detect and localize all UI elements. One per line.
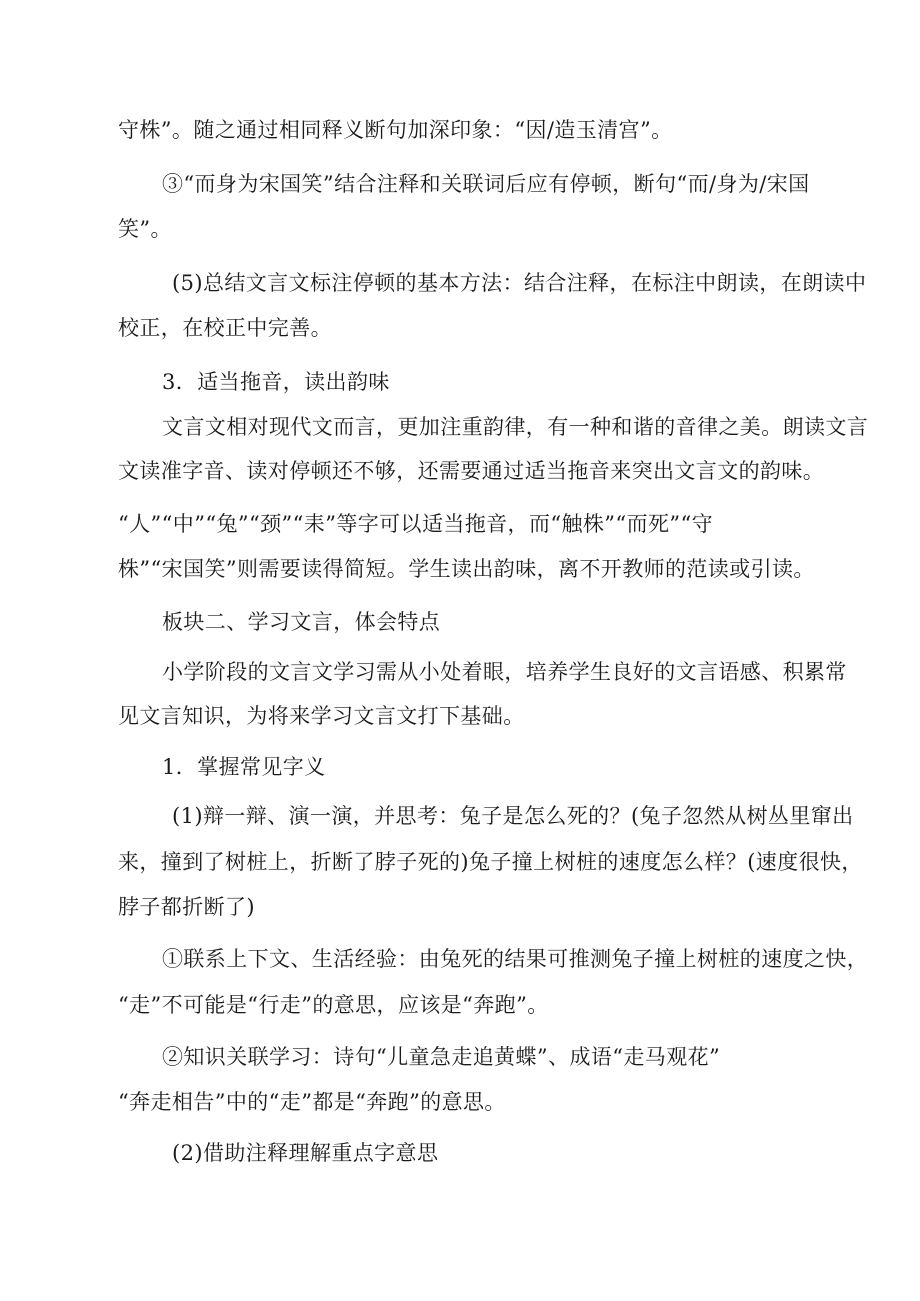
- text-line: “人”“中”“兔”“颈”“耒”等字可以适当拖音，而“触株”“而死”“守: [118, 512, 714, 536]
- section-heading: 1．掌握常见字义: [162, 755, 326, 779]
- text-line: 脖子都折断了): [118, 895, 255, 919]
- text-line: 文言文相对现代文而言，更加注重韵律，有一种和谐的音律之美。朗读文言: [162, 415, 869, 439]
- text-line: 来，撞到了树桩上，折断了脖子死的)兔子撞上树桩的速度怎么样？(速度很快，: [118, 850, 863, 874]
- text-line: “奔走相告”中的“走”都是“奔跑”的意思。: [118, 1090, 506, 1114]
- text-line: ①联系上下文、生活经验：由兔死的结果可推测兔子撞上树桩的速度之快，: [162, 947, 869, 971]
- text-line: (2)借助注释理解重点字意思: [172, 1141, 439, 1165]
- text-line: 守株”。随之通过相同释义断句加深印象：“因/造玉清宫”。: [118, 118, 673, 142]
- text-line: (1)辩一辩、演一演，并思考：兔子是怎么死的？(兔子忽然从树丛里窜出: [172, 804, 854, 828]
- text-line: 校正，在校正中完善。: [118, 316, 332, 340]
- text-line: 小学阶段的文言文学习需从小处着眼，培养学生良好的文言语感、积累常: [162, 660, 847, 684]
- text-line: 株”“宋国笑”则需要读得简短。学生读出韵味，离不开教师的范读或引读。: [118, 557, 815, 581]
- text-line: (5)总结文言文标注停顿的基本方法：结合注释，在标注中朗读，在朗读中: [172, 271, 867, 295]
- text-line: ③“而身为宋国笑”结合注释和关联词后应有停顿，断句“而/身为/宋国: [162, 172, 810, 196]
- section-heading: 3．适当拖音，读出韵味: [162, 370, 390, 394]
- text-line: ②知识关联学习：诗句“儿童急走追黄蝶”、成语“走马观花”: [162, 1045, 721, 1069]
- section-heading: 板块二、学习文言，体会特点: [162, 610, 441, 634]
- text-line: 见文言知识，为将来学习文言文打下基础。: [118, 704, 525, 728]
- text-line: “走”不可能是“行走”的意思，应该是“奔跑”。: [118, 993, 549, 1017]
- text-line: 笑”。: [118, 217, 172, 241]
- text-line: 文读准字音、读对停顿还不够，还需要通过适当拖音来突出文言文的韵味。: [118, 459, 825, 483]
